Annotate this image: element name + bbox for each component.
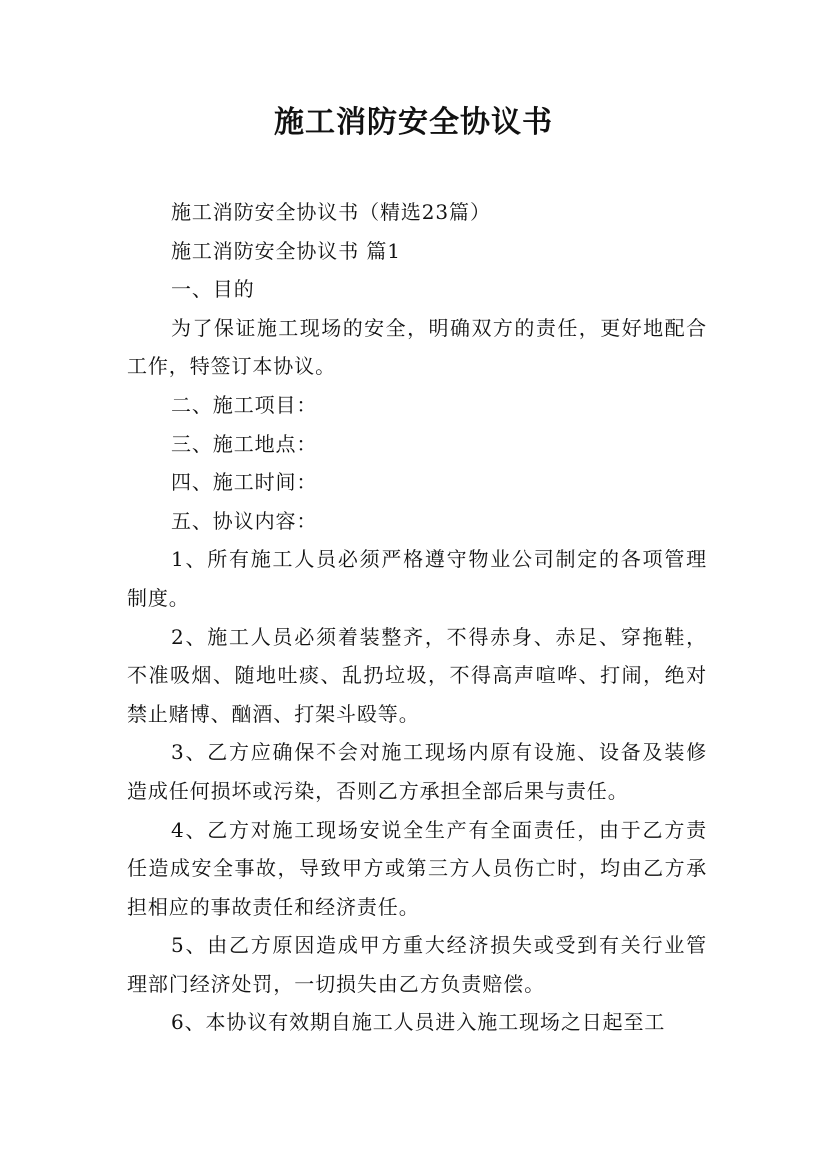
paragraph-subtitle: 施工消防安全协议书（精选23篇） <box>171 200 491 224</box>
paragraph-location: 三、施工地点： <box>171 431 318 456</box>
document-body <box>127 193 707 1042</box>
paragraph-purpose-heading: 一、目的 <box>171 277 255 302</box>
document-title: 施工消防安全协议书 <box>274 105 553 140</box>
paragraph-clause-3: 3、乙方应确保不会对施工现场内原有设施、设备及装修造成任何损坏或污染，否则乙方承担全部后果与责任。 <box>127 740 707 803</box>
paragraph-purpose: 为了保证施工现场的安全，明确双方的责任，更好地配合工作，特签订本协议。 <box>127 315 707 379</box>
paragraph-clause-1: 1、所有施工人员必须严格遵守物业公司制定的各项管理制度。 <box>127 547 707 610</box>
paragraph-section-heading: 施工消防安全协议书 篇1 <box>171 238 401 263</box>
paragraph-project: 二、施工项目： <box>171 392 318 417</box>
paragraph-clause-4: 4、乙方对施工现场安说全生产有全面责任，由于乙方责任造成安全事故，导致甲方或第三方人员伤亡时，均由乙方承担相应的事故责任和经济责任。 <box>127 817 707 919</box>
paragraph-content-heading: 五、协议内容： <box>171 508 318 533</box>
paragraph-clause-2: 2、施工人员必须着装整齐，不得赤身、赤足、穿拖鞋，不准吸烟、随地吐痰、乱扔垃圾，不得高声喧哗、打闹，绝对禁止赌博、酗酒、打架斗殴等。 <box>127 624 707 726</box>
paragraph-time: 四、施工时间： <box>171 470 318 495</box>
paragraph-clause-5: 5、由乙方原因造成甲方重大经济损失或受到有关行业管理部门经济处罚，一切损失由乙方负责赔偿。 <box>127 933 707 996</box>
paragraph-clause-6: 6、本协议有效期自施工人员进入施工现场之日起至工 <box>171 1010 666 1035</box>
